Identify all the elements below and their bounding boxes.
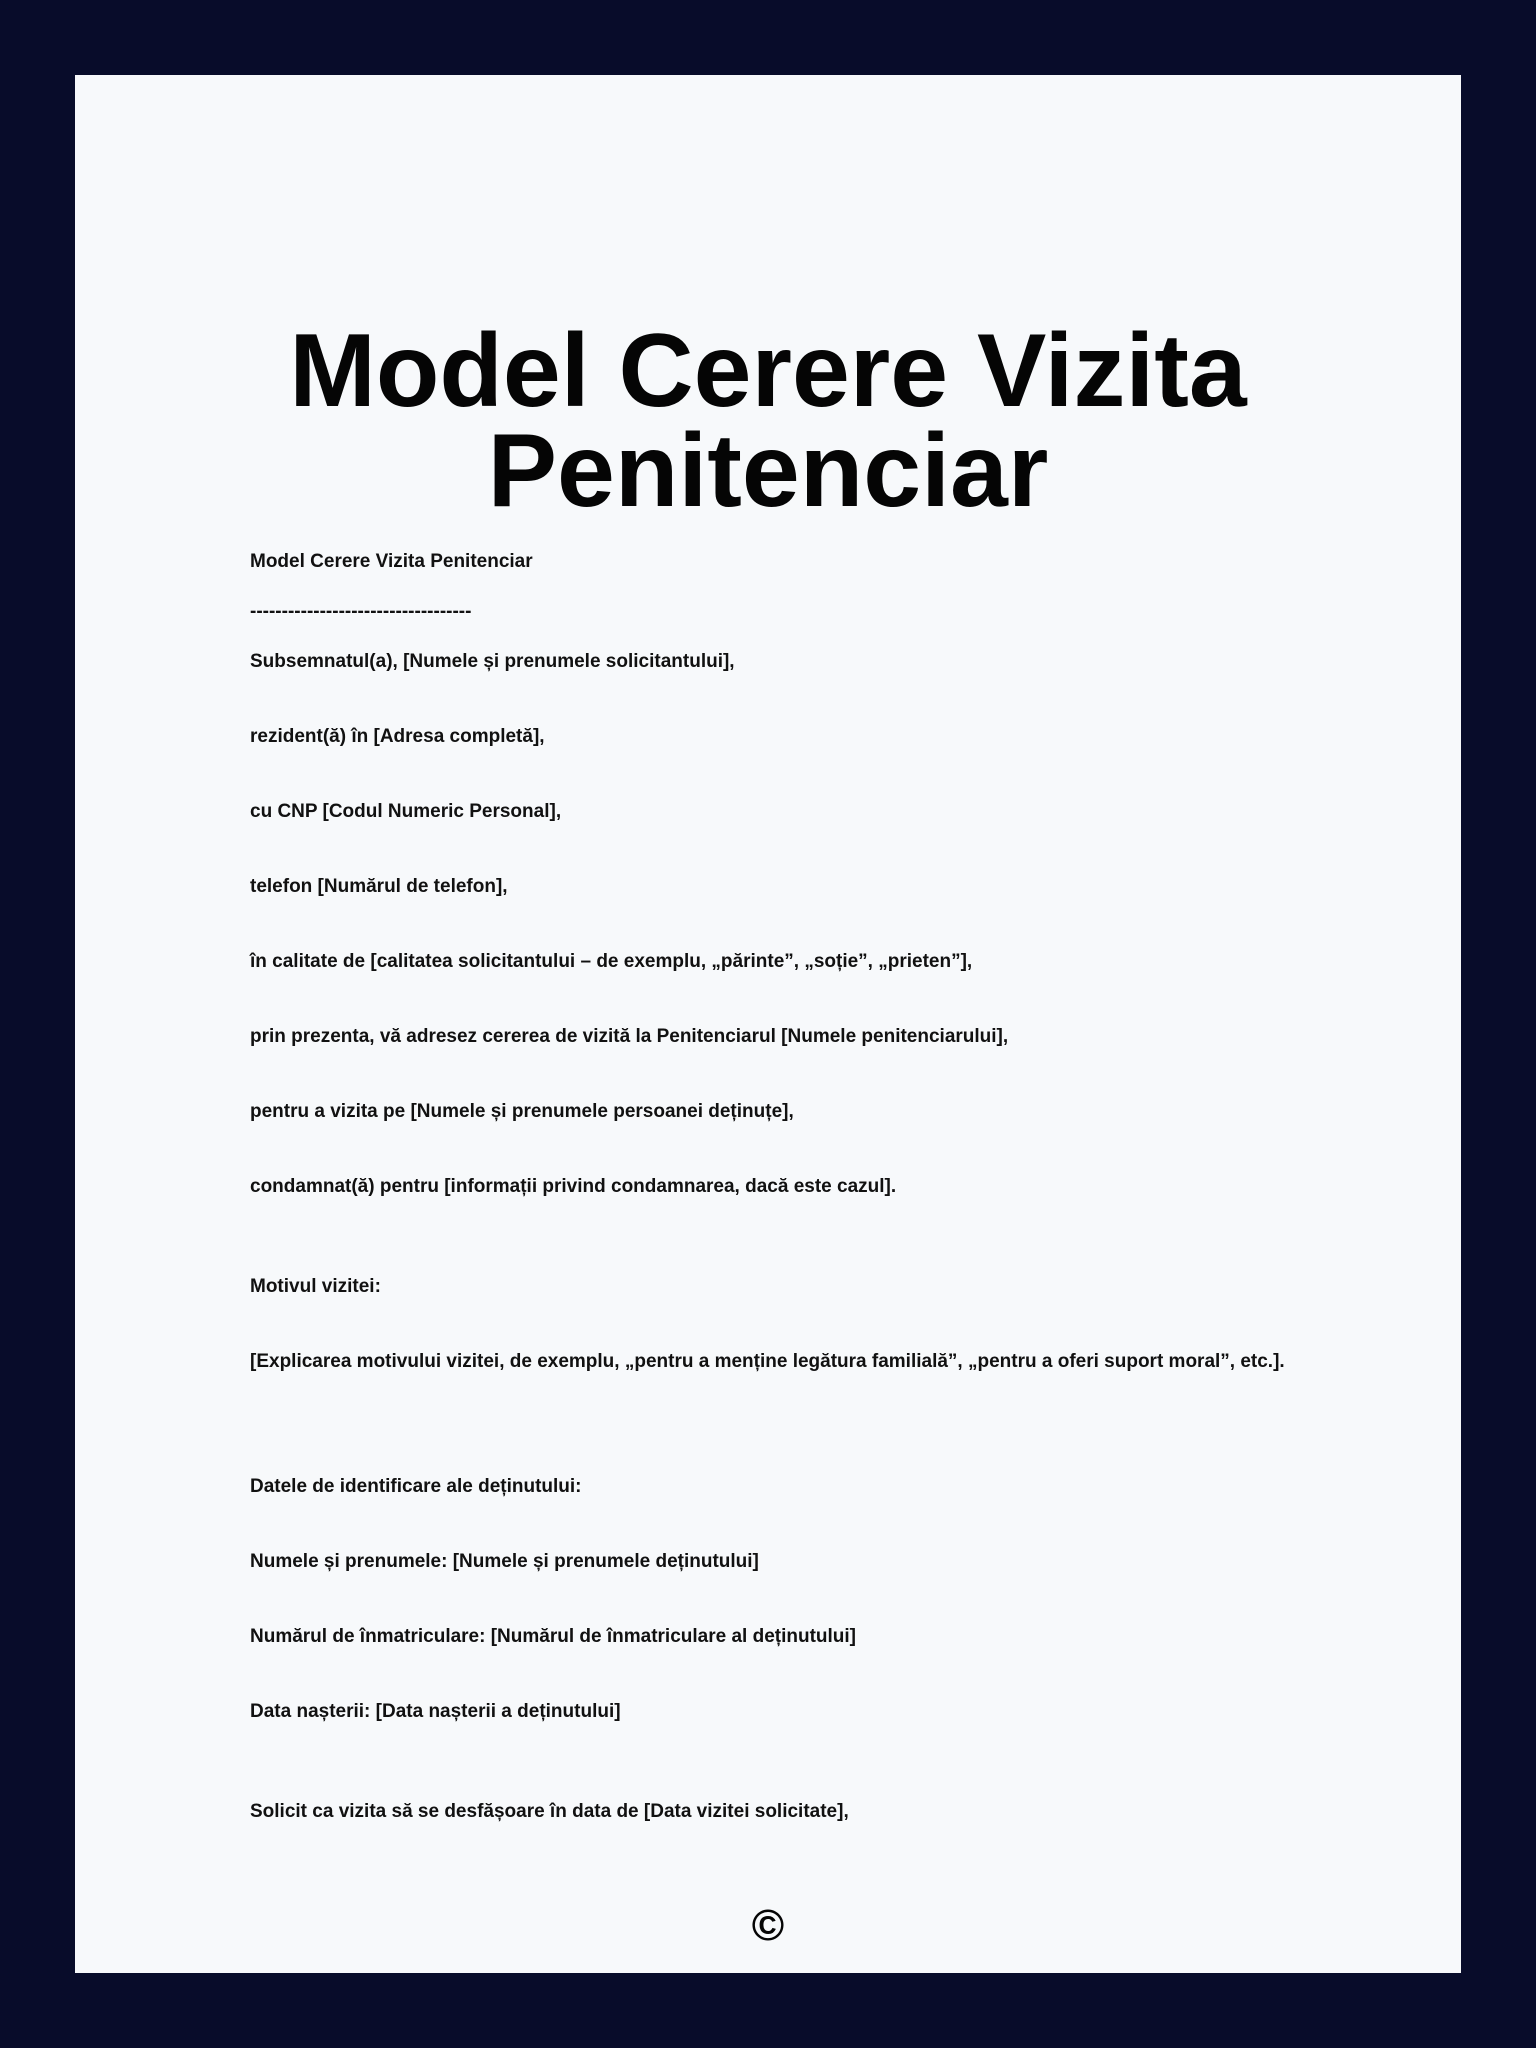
identification-name-line: Numele și prenumele: [Numele și prenumele deținutului] [250, 1551, 759, 1572]
penitentiary-line: prin prezenta, vă adresez cererea de vizită la Penitenciarul [Numele penitenciarului], [250, 1026, 1009, 1047]
motive-label: Motivul vizitei: [250, 1276, 381, 1297]
title-line-1: Model Cerere Vizita [289, 313, 1247, 429]
applicant-capacity-line: în calitate de [calitatea solicitantului – de exemplu, „părinte”, „soție”, „prieten”], [250, 951, 973, 972]
conviction-line: condamnat(ă) pentru [informații privind condamnarea, dacă este cazul]. [250, 1176, 897, 1197]
request-date-line: Solicit ca vizita să se desfășoare în data de [Data vizitei solicitate], [250, 1801, 849, 1822]
copyright-icon: © [751, 1901, 785, 1950]
applicant-phone-line: telefon [Numărul de telefon], [250, 876, 508, 897]
applicant-address-line: rezident(ă) în [Adresa completă], [250, 726, 545, 747]
document-page [75, 75, 1461, 1973]
applicant-cnp-line: cu CNP [Codul Numeric Personal], [250, 801, 562, 822]
document-heading: Model Cerere Vizita Penitenciar [250, 551, 533, 572]
identification-label: Datele de identificare ale deținutului: [250, 1476, 582, 1497]
motive-text: [Explicarea motivului vizitei, de exemplu, „pentru a menține legătura familială”, „pentru a oferi suport moral”, etc.]. [250, 1351, 1285, 1372]
applicant-name-line: Subsemnatul(a), [Numele și prenumele solicitantului], [250, 651, 735, 672]
separator-line: ----------------------------------- [250, 601, 472, 622]
identification-number-line: Numărul de înmatriculare: [Numărul de înmatriculare al deținutului] [250, 1626, 856, 1647]
title-line-2: Penitenciar [487, 413, 1049, 529]
detainee-name-line: pentru a vizita pe [Numele și prenumele persoanei deținuțe], [250, 1101, 794, 1122]
document-title [75, 313, 1461, 529]
identification-birthdate-line: Data nașterii: [Data nașterii a deținutului] [250, 1701, 621, 1722]
